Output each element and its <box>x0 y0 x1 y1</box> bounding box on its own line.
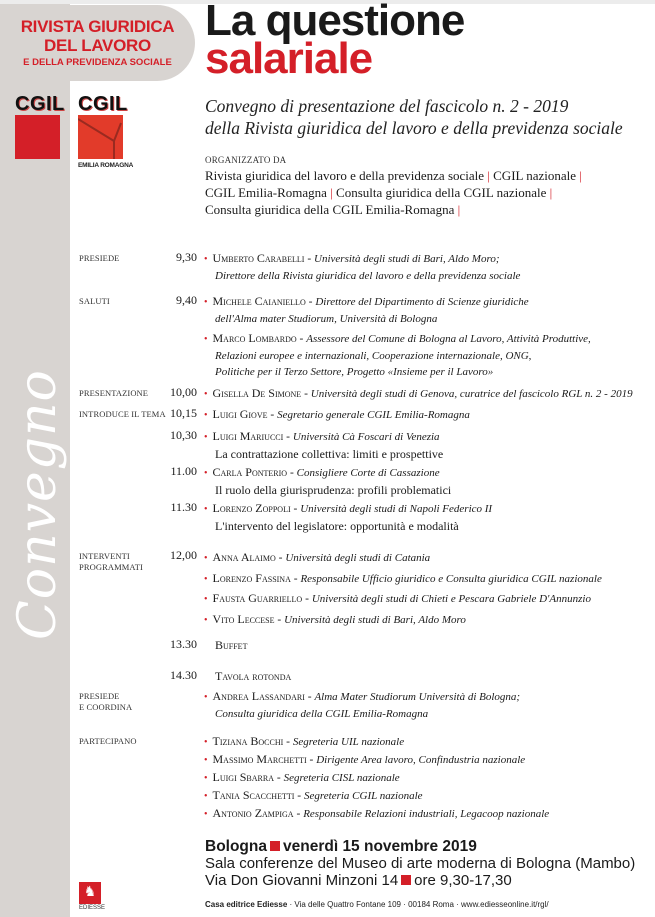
role-label: PRESIEDE <box>79 253 120 263</box>
time: 12,00 <box>170 548 197 562</box>
bullet-icon: • <box>204 773 208 784</box>
title-line-1: La questione <box>205 0 465 45</box>
time: 9,40 <box>176 293 197 307</box>
bullet-icon: • <box>204 737 208 748</box>
speaker: • Luigi Giove - Segretario generale CGIL Emilia-Romagna <box>204 407 470 421</box>
red-square-icon <box>270 841 280 851</box>
organizer: Consulta giuridica della CGIL nazionale <box>336 185 547 200</box>
bullet-icon: • <box>204 809 208 820</box>
time: 14.30 <box>170 668 197 682</box>
cgil-er-line-icon <box>78 115 123 159</box>
speaker: • Antonio Zampiga - Responsabile Relazioni industriali, Legacoop nazionale <box>204 806 550 820</box>
ediesse-logo: ♞ EDIESSE <box>79 882 105 911</box>
bullet-icon: • <box>204 432 208 443</box>
break-label: Buffet <box>215 638 248 652</box>
bullet-icon: • <box>204 594 208 605</box>
masthead-line-1: RIVISTA GIURIDICA <box>20 17 175 36</box>
speaker: • Fausta Guarriello - Università degli studi di Chieti e Pescara Gabriele D'Annunzio <box>204 591 591 605</box>
time: 13.30 <box>170 637 197 651</box>
speaker: • Luigi Mariucci - Università Cà Foscari di Venezia La contrattazione collettiva: limiti e prospettive <box>204 429 444 461</box>
time: 10,00 <box>170 385 197 399</box>
cgil-logo-word: CGIL <box>15 93 65 115</box>
organizer: Rivista giuridica del lavoro e della previdenza sociale <box>205 168 485 183</box>
time: 10,30 <box>170 428 197 442</box>
session-label: Tavola rotonda <box>215 669 292 683</box>
ediesse-horse-icon: ♞ <box>79 882 101 904</box>
publisher-line <box>205 900 549 909</box>
speaker: • Umberto Carabelli - Università degli studi di Bari, Aldo Moro; Direttore della Rivista giuridica del lavoro e della previdenza sociale <box>204 251 521 282</box>
speaker: • Carla Ponterio - Consigliere Corte di Cassazione Il ruolo della giurisprudenza: profili problematici <box>204 465 452 497</box>
event-city: Bologna <box>205 838 267 855</box>
time: 10,15 <box>170 406 197 420</box>
time: 11.30 <box>170 500 197 514</box>
masthead-line-3: E DELLA PREVIDENZA SOCIALE <box>23 57 172 68</box>
talk-title: La contrattazione collettiva: limiti e prospettive <box>215 447 444 461</box>
event-date: venerdì 15 novembre 2019 <box>283 838 477 855</box>
speaker: • Marco Lombardo - Assessore del Comune di Bologna al Lavoro, Attività Produttive, Relazioni europee e internazionali, Cooperazione internazionale, ONG, Politiche per il Terzo Settore, Progetto «Insieme per il Lavoro» <box>204 331 591 378</box>
bullet-icon: • <box>204 334 208 345</box>
organizers-label: ORGANIZZATO DA <box>205 155 287 165</box>
cgil-er-square-icon <box>78 115 123 159</box>
red-square-icon <box>401 875 411 885</box>
subtitle <box>205 95 623 139</box>
event-details <box>205 838 635 889</box>
bullet-icon: • <box>204 692 208 703</box>
speaker: • Gisella De Simone - Università degli studi di Genova, curatrice del fascicolo RGL n. 2 - 2019 <box>204 386 633 400</box>
bullet-icon: • <box>204 468 208 479</box>
publisher-name: Casa editrice Ediesse <box>205 900 288 909</box>
role-label: PRESENTAZIONE <box>79 388 149 398</box>
bullet-icon: • <box>204 791 208 802</box>
role-label: INTERVENTI PROGRAMMATI <box>79 551 143 572</box>
speaker-list <box>204 733 549 823</box>
organizer: CGIL nazionale <box>493 168 577 183</box>
organizer: Consulta giuridica della CGIL Emilia-Romagna <box>205 202 455 217</box>
bullet-icon: • <box>204 755 208 766</box>
speaker: • Lorenzo Zoppoli - Università degli studi di Napoli Federico II L'intervento del legislatore: opportunità e modalità <box>204 501 493 533</box>
title-line-2: salariale <box>205 34 373 83</box>
convegno-side-text: Convegno <box>8 369 68 640</box>
speaker: • Tania Scacchetti - Segreteria CGIL nazionale <box>204 788 423 802</box>
cgil-er-logo-word: CGIL <box>78 93 128 115</box>
cgil-red-square-icon <box>15 115 60 159</box>
role-label: PARTECIPANO <box>79 736 137 746</box>
masthead-line-2: DEL LAVORO <box>44 36 151 55</box>
bullet-icon: • <box>204 410 208 421</box>
speaker: • Luigi Sbarra - Segreteria CISL nazionale <box>204 770 400 784</box>
speaker: • Vito Leccese - Università degli studi di Bari, Aldo Moro <box>204 611 466 626</box>
cgil-emilia-romagna-logo <box>78 94 133 169</box>
organizer: CGIL Emilia-Romagna <box>205 185 327 200</box>
speaker: • Lorenzo Fassina - Responsabile Ufficio giuridico e Consulta giuridica CGIL nazionale <box>204 570 602 585</box>
organizers: ORGANIZZATO DA Rivista giuridica del lavoro e della previdenza sociale | CGIL nazionale | CGIL Emilia-Romagna | Consulta giuridica della CGIL nazionale | Consulta giuridica della CGIL Emilia-Romagna | <box>205 155 582 217</box>
role-label: SALUTI <box>79 296 110 306</box>
event-hours: ore 9,30-17,30 <box>414 872 512 889</box>
talk-title: L'intervento del legislatore: opportunità e modalità <box>215 519 459 533</box>
bullet-icon: • <box>204 573 208 585</box>
bullet-icon: • <box>204 504 208 515</box>
speaker: • Massimo Marchetti - Dirigente Area lavoro, Confindustria nazionale <box>204 752 526 766</box>
event-venue: Sala conferenze del Museo di arte moderna di Bologna (Mambo) <box>205 855 636 872</box>
speaker: • Andrea Lassandari - Alma Mater Studiorum Università di Bologna; Consulta giuridica della CGIL Emilia-Romagna <box>204 689 521 720</box>
cgil-logo <box>15 94 65 159</box>
bullet-icon: • <box>204 254 208 265</box>
bullet-icon: • <box>204 389 208 400</box>
subtitle-line-2: della Rivista giuridica del lavoro e della previdenza sociale <box>205 118 623 138</box>
speaker: • Michele Caianiello - Direttore del Dipartimento di Scienze giuridiche dell'Alma mater Studiorum, Università di Bologna <box>204 294 529 325</box>
cgil-er-logo-subtitle: EMILIA ROMAGNA <box>78 162 134 169</box>
publisher-address[interactable]: · Via delle Quattro Fontane 109 · 00184 Roma · www.ediesseonline.it/rgl/ <box>289 900 549 909</box>
bullet-icon: • <box>204 614 208 626</box>
time: 9,30 <box>176 250 197 264</box>
journal-masthead <box>0 5 195 81</box>
time: 11.00 <box>170 464 197 478</box>
event-address: Via Don Giovanni Minzoni 14 <box>205 872 399 889</box>
bullet-icon: • <box>204 553 208 564</box>
speaker: • Anna Alaimo - Università degli studi di Catania <box>204 550 431 564</box>
role-label: INTRODUCE IL TEMA <box>79 409 166 419</box>
subtitle-line-1: Convegno di presentazione del fascicolo n. 2 - 2019 <box>205 96 569 116</box>
bullet-icon: • <box>204 297 208 308</box>
talk-title: Il ruolo della giurisprudenza: profili problematici <box>215 483 452 497</box>
speaker: • Tiziana Bocchi - Segreteria UIL nazionale <box>204 734 405 748</box>
role-label: PRESIEDE E COORDINA <box>79 691 133 712</box>
page-title <box>205 0 465 83</box>
speaker-list <box>204 548 602 630</box>
